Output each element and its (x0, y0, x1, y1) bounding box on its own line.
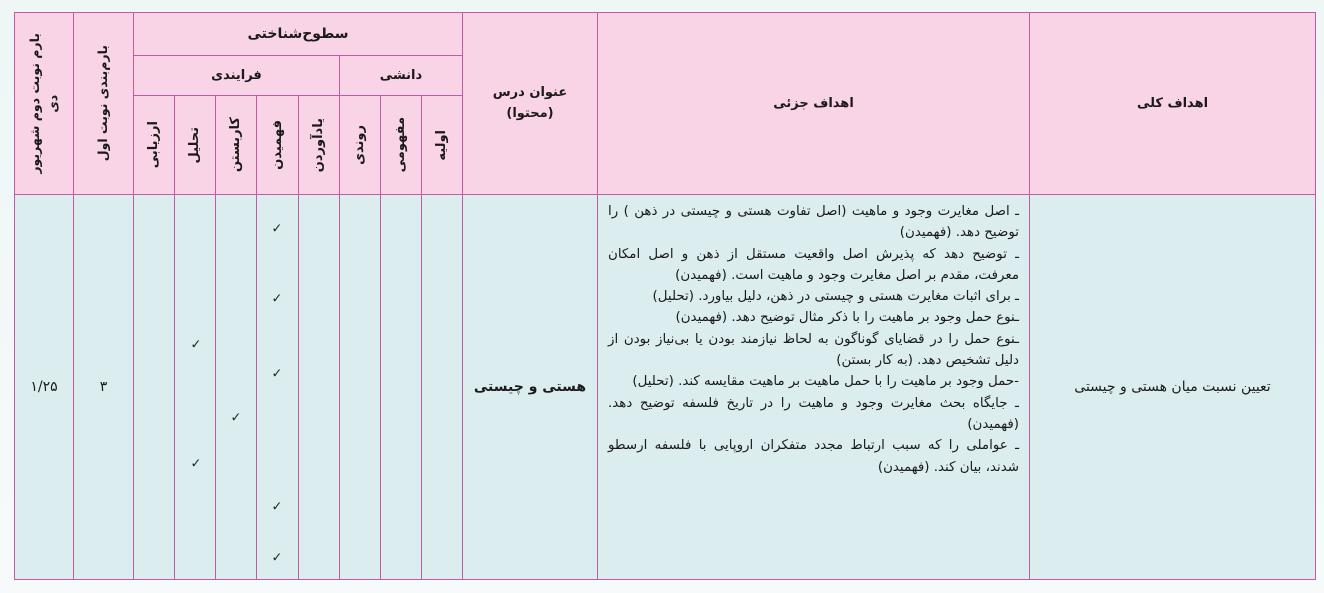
check-icon: ✓ (271, 221, 283, 237)
header-lesson-title-label: عنوان درس (492, 84, 568, 100)
cell-remember (298, 194, 340, 580)
header-first-term-score-label: بارم‌بندی نوبت اول (95, 45, 111, 162)
detailed-goal-item: ـ عواملی را که سبب ارتباط مجدد متفکران اروپایی با فلسفه ارسطو شدند، بیان کند. (فهمیدن) (608, 438, 1019, 475)
lesson-title-cell (462, 194, 598, 580)
header-col-apply-label: کاربستن (228, 117, 244, 173)
header-col-basic-label: اولیه (434, 129, 450, 161)
general-goal-cell (1029, 194, 1316, 580)
check-icon: ✓ (271, 291, 283, 307)
lesson-plan-table (14, 12, 1316, 580)
header-general-goals (1029, 12, 1316, 195)
cell-conceptual (380, 194, 422, 580)
header-process-group-label: فرایندی (211, 68, 262, 83)
header-col-evaluate (133, 95, 175, 195)
check-icon: ✓ (271, 550, 283, 566)
detailed-goal-item: ـنوع حمل را در قضایای گوناگون به لحاظ نیازمند بودن یا بی‌نیاز بودن از دلیل تشخیص دهد. (به کار بستن) (608, 331, 1019, 369)
header-col-remember-label: یادآوردن (311, 117, 327, 173)
header-col-understand (256, 95, 299, 195)
cell-evaluate (133, 194, 175, 580)
header-cognitive-levels-label: سطوح‌شناختی (247, 26, 349, 42)
header-col-evaluate-label: ارزیابی (146, 121, 162, 169)
detailed-goal-item: ـنوع حمل وجود بر ماهیت را با ذکر مثال توضیح دهد. (فهمیدن) (675, 310, 1019, 326)
header-col-conceptual-label: مفهومی (393, 117, 409, 173)
header-col-conceptual (380, 95, 422, 195)
header-col-analyze-label: تحلیل (187, 126, 203, 164)
detailed-goals-list (608, 201, 1019, 478)
header-col-remember (298, 95, 340, 195)
check-icon: ✓ (190, 337, 202, 353)
cell-analyze (174, 194, 216, 580)
general-goal-text: تعیین نسبت میان هستی و چیستی (1074, 379, 1271, 395)
detailed-goal-item: ـ اصل مغایرت وجود و ماهیت (اصل تفاوت هستی و چیستی در ذهن ) را توضیح دهد. (فهمیدن) (608, 204, 1019, 241)
detailed-goal-item: ـ جایگاه بحث مغایرت وجود و ماهیت را در تاریخ فلسفه توضیح دهد. (فهمیدن) (608, 395, 1019, 432)
detailed-goal-item: -حمل وجود بر ماهیت را با حمل ماهیت بر ماهیت مقایسه کند. (تحلیل) (632, 374, 1019, 390)
first-term-score-value: ۳ (99, 379, 108, 395)
cell-basic (421, 194, 463, 580)
header-process-group (133, 55, 340, 96)
header-lesson-title (462, 12, 598, 195)
header-cognitive-levels (133, 12, 463, 56)
header-col-procedural-label: روندی (352, 125, 368, 165)
first-term-score-cell (73, 194, 134, 580)
header-general-goals-label: اهداف کلی (1136, 96, 1209, 111)
header-col-basic (421, 95, 463, 195)
header-second-term-score-line1: بارم نوبت دوم شهریور (26, 33, 42, 174)
check-icon: ✓ (271, 366, 283, 382)
header-second-term-score-line2: دی (45, 94, 60, 113)
header-second-term-score-label (26, 33, 62, 174)
header-second-term-score (14, 12, 74, 195)
header-col-analyze (174, 95, 216, 195)
cell-understand (256, 194, 299, 580)
lesson-title-text: هستی و چیستی (473, 379, 587, 395)
header-first-term-score (73, 12, 134, 195)
header-lesson-title-sub: (محتوا) (506, 105, 554, 121)
check-icon: ✓ (190, 456, 202, 472)
header-col-procedural (339, 95, 381, 195)
header-knowledge-group-label: دانشی (379, 68, 423, 83)
header-col-understand-label: فهمیدن (269, 120, 285, 170)
detailed-goal-item: ـ برای اثبات مغایرت هستی و چیستی در ذهن، دلیل بیاورد. (تحلیل) (652, 289, 1019, 305)
header-detailed-goals-label: اهداف جزئی (773, 96, 854, 111)
check-icon: ✓ (271, 499, 283, 515)
detailed-goals-cell (597, 194, 1030, 580)
check-icon: ✓ (230, 410, 242, 426)
header-detailed-goals (597, 12, 1030, 195)
header-col-apply (215, 95, 257, 195)
second-term-score-value: ۱/۲۵ (30, 379, 58, 395)
cell-apply (215, 194, 257, 580)
detailed-goal-item: ـ توضیح دهد که پذیرش اصل واقعیت مستقل از ذهن و اصل امکان معرفت، مقدم بر اصل مغایرت وجود و ماهیت است. (فهمیدن) (608, 246, 1019, 283)
second-term-score-cell (14, 194, 74, 580)
cell-procedural (339, 194, 381, 580)
header-knowledge-group (339, 55, 463, 96)
